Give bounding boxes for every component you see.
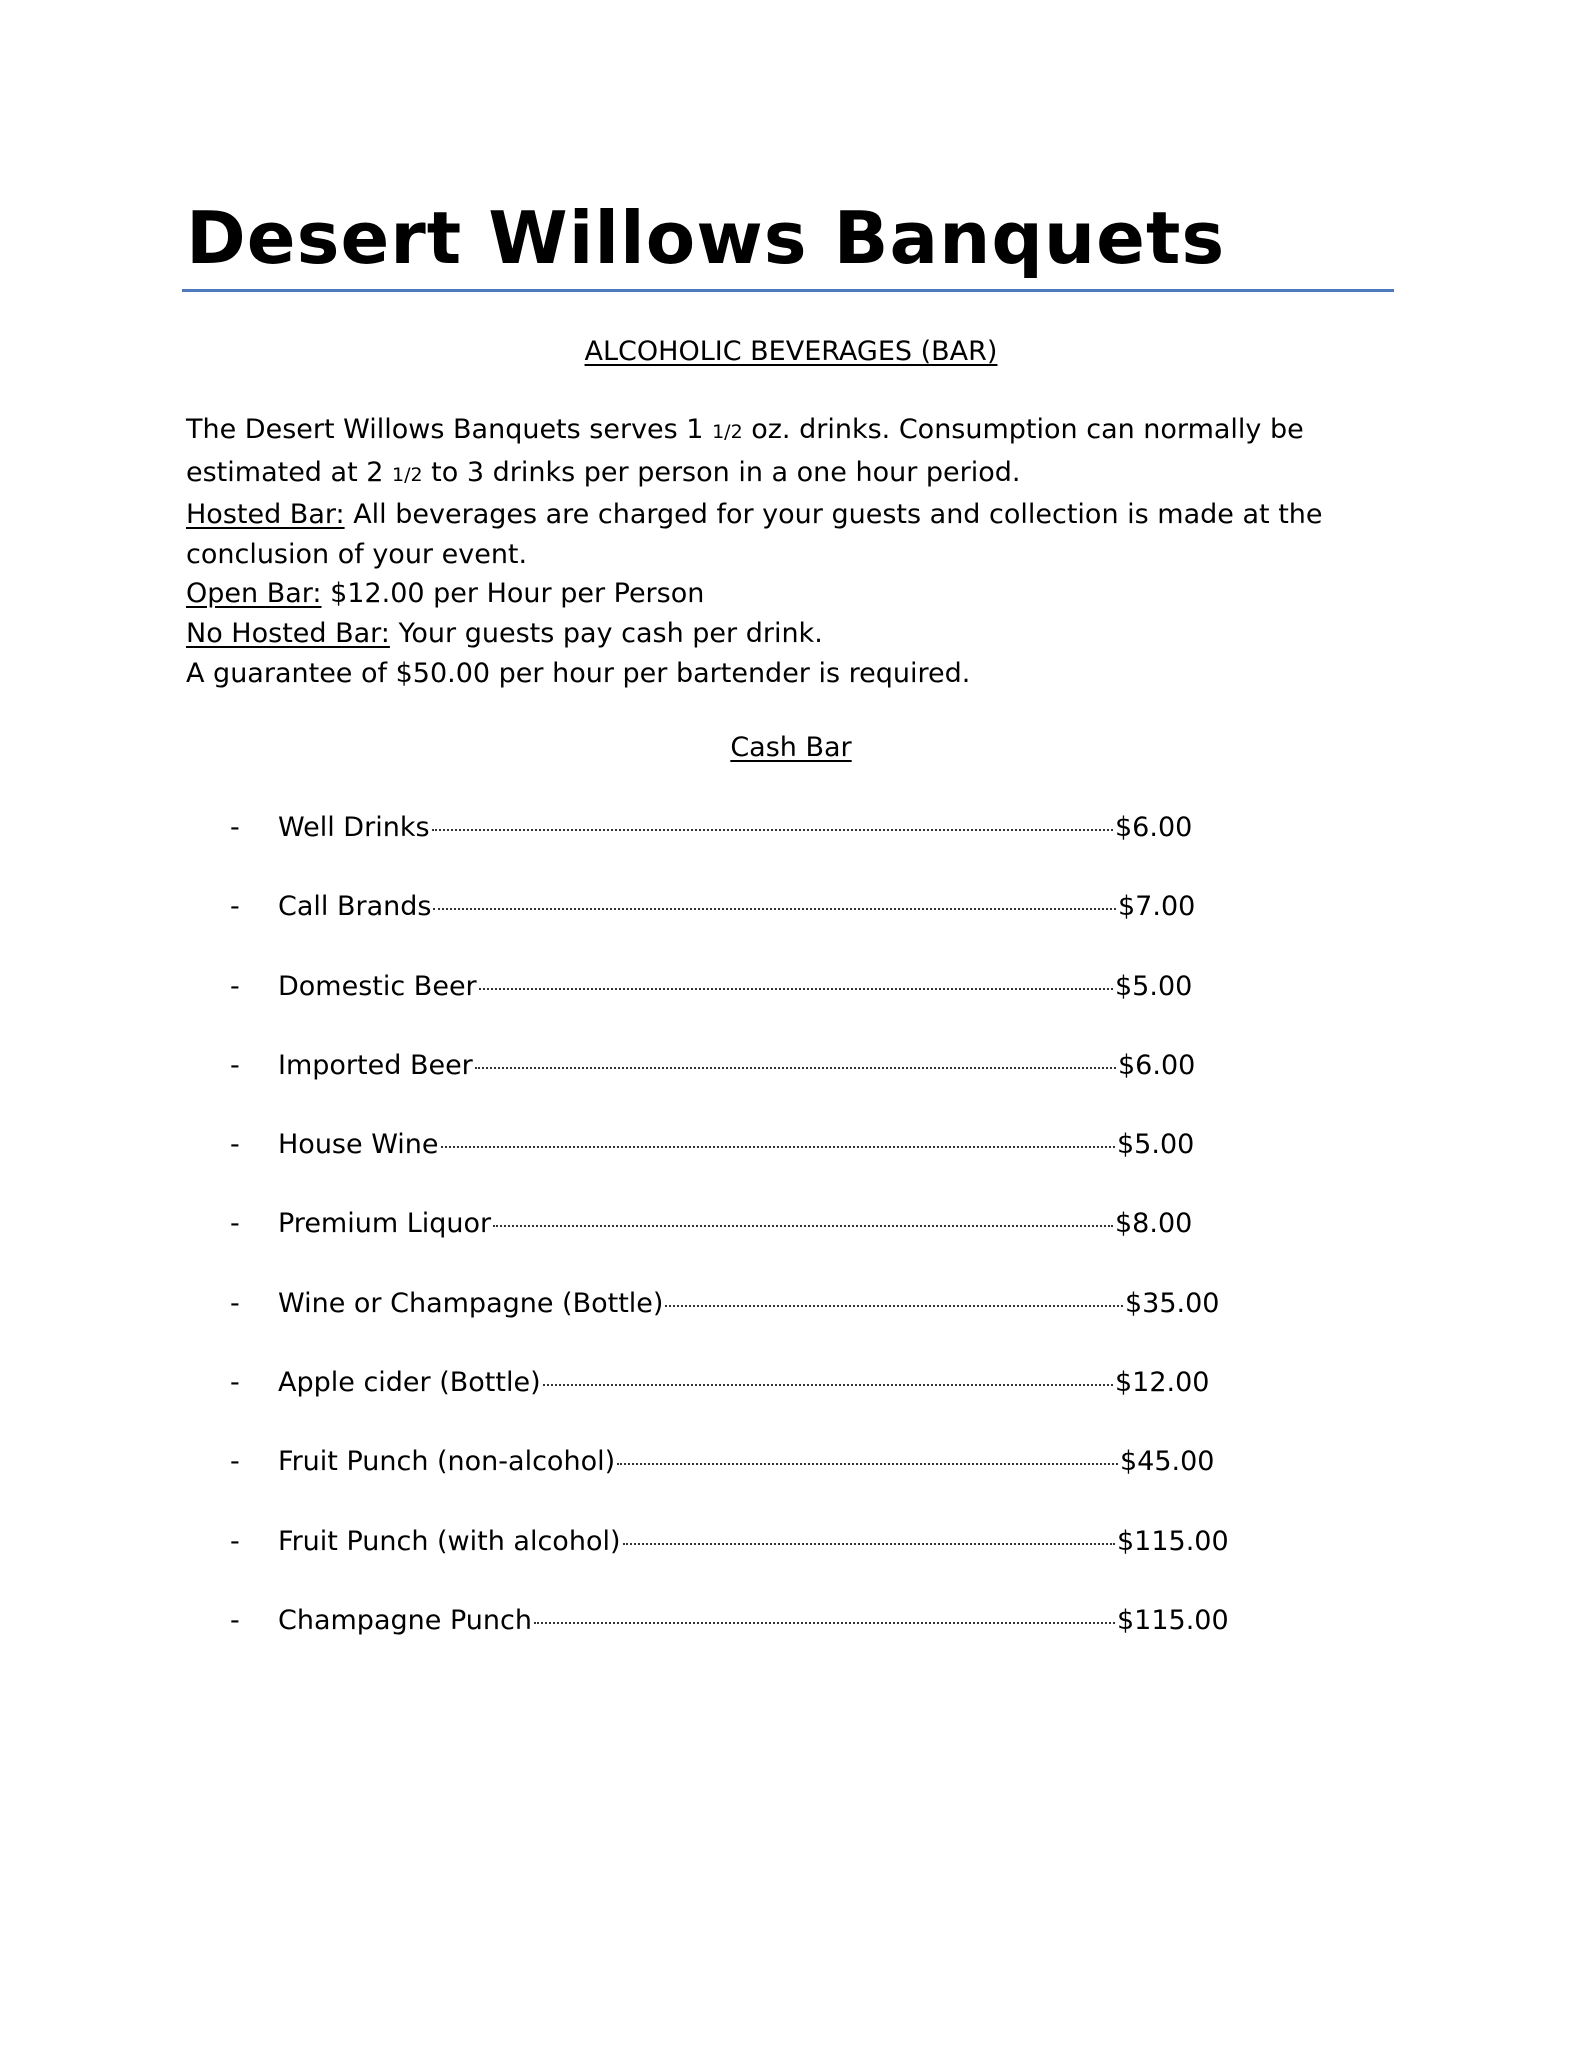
intro-line-2-text: estimated at 2	[186, 456, 393, 488]
no-hosted-bar-line	[186, 614, 1406, 654]
intro-line-1-fraction: 1/2	[712, 421, 743, 443]
list-bullet-dash: -	[230, 1208, 240, 1240]
cash-bar-item-name: Well Drinks	[278, 812, 430, 843]
dot-leader	[479, 988, 1113, 990]
cash-bar-item-price: $6.00	[1118, 1049, 1196, 1081]
intro-line-1-text-end: oz. drinks. Consumption can normally be	[742, 414, 1304, 445]
list-bullet-dash: -	[230, 891, 240, 923]
list-bullet-dash: -	[230, 1446, 240, 1478]
list-bullet-dash: -	[230, 1367, 240, 1399]
cash-bar-item-price: $8.00	[1115, 1208, 1193, 1240]
dot-leader	[475, 1067, 1116, 1069]
intro-line-1	[186, 410, 1406, 453]
cash-bar-item	[230, 967, 1230, 1046]
dot-leader	[493, 1225, 1113, 1227]
cash-bar-item-name: House Wine	[278, 1129, 439, 1161]
cash-bar-item-name: Apple cider (Bottle)	[278, 1367, 541, 1399]
cash-bar-item-name: Premium Liquor	[278, 1208, 492, 1240]
list-bullet-dash: -	[230, 1287, 240, 1319]
hosted-bar-line	[186, 495, 1406, 535]
guarantee-line: A guarantee of $50.00 per hour per bartender is required.	[186, 657, 971, 689]
dot-leader	[534, 1622, 1115, 1624]
cash-bar-item-price: $115.00	[1117, 1604, 1229, 1636]
list-bullet-dash: -	[230, 970, 240, 1002]
cash-bar-item-name: Domestic Beer	[278, 970, 477, 1002]
intro-line-2	[186, 453, 1406, 496]
cash-bar-item-price: $45.00	[1120, 1446, 1215, 1478]
list-bullet-dash: -	[230, 1604, 240, 1636]
dot-leader	[543, 1384, 1113, 1386]
dot-leader	[433, 908, 1116, 910]
section-heading-cash-bar: Cash Bar	[730, 732, 852, 763]
cash-bar-list	[230, 808, 1230, 1680]
cash-bar-item	[230, 1601, 1230, 1680]
cash-bar-item-price: $7.00	[1118, 891, 1196, 923]
cash-bar-item-price: $35.00	[1125, 1287, 1220, 1319]
list-bullet-dash: -	[230, 812, 240, 843]
cash-bar-item-price: $6.00	[1115, 812, 1193, 843]
dot-leader	[617, 1463, 1118, 1465]
open-bar-text: $12.00 per Hour per Person	[321, 578, 705, 610]
intro-line-2-text-end: to 3 drinks per person in a one hour period.	[422, 456, 1021, 488]
open-bar-label: Open Bar:	[186, 578, 322, 610]
cash-bar-item-price: $12.00	[1115, 1367, 1210, 1399]
cash-bar-item-name: Champagne Punch	[278, 1604, 532, 1636]
dot-leader	[441, 1146, 1115, 1148]
dot-leader	[665, 1305, 1123, 1307]
cash-bar-item-name: Fruit Punch (with alcohol)	[278, 1525, 621, 1557]
list-bullet-dash: -	[230, 1129, 240, 1161]
cash-bar-item	[230, 808, 1230, 887]
intro-line-2-fraction: 1/2	[392, 463, 423, 486]
cash-bar-item	[230, 1284, 1230, 1363]
cash-bar-item	[230, 1442, 1230, 1521]
cash-bar-item	[230, 887, 1230, 966]
hosted-bar-label: Hosted Bar:	[186, 499, 345, 531]
page-title: Desert Willows Banquets	[186, 196, 1226, 280]
cash-bar-item	[230, 1522, 1230, 1601]
no-hosted-bar-label: No Hosted Bar:	[186, 617, 390, 649]
list-bullet-dash: -	[230, 1525, 240, 1557]
cash-bar-item-name: Fruit Punch (non-alcohol)	[278, 1446, 616, 1478]
dot-leader	[432, 829, 1113, 831]
hosted-bar-line-cont: conclusion of your event.	[186, 538, 528, 570]
cash-bar-item-price: $5.00	[1117, 1129, 1195, 1161]
cash-bar-item-name: Wine or Champagne (Bottle)	[278, 1287, 664, 1319]
cash-bar-item	[230, 1363, 1230, 1442]
open-bar-line	[186, 574, 1406, 614]
dot-leader	[623, 1543, 1115, 1545]
cash-bar-item	[230, 1204, 1230, 1283]
cash-bar-item-price: $115.00	[1117, 1525, 1229, 1557]
cash-bar-item-name: Imported Beer	[278, 1049, 473, 1081]
cash-bar-item	[230, 1125, 1230, 1204]
cash-bar-item-price: $5.00	[1115, 970, 1193, 1002]
hosted-bar-text: All beverages are charged for your guests and collection is made at the	[344, 499, 1323, 531]
cash-bar-item-name: Call Brands	[278, 891, 432, 923]
cash-bar-item	[230, 1046, 1230, 1125]
section-heading-alcoholic-beverages: ALCOHOLIC BEVERAGES (BAR)	[584, 336, 998, 367]
list-bullet-dash: -	[230, 1049, 240, 1081]
no-hosted-bar-text: Your guests pay cash per drink.	[389, 617, 823, 649]
title-divider	[182, 289, 1394, 292]
intro-line-1-text: The Desert Willows Banquets serves 1	[186, 414, 713, 445]
intro-paragraph	[186, 410, 1406, 693]
